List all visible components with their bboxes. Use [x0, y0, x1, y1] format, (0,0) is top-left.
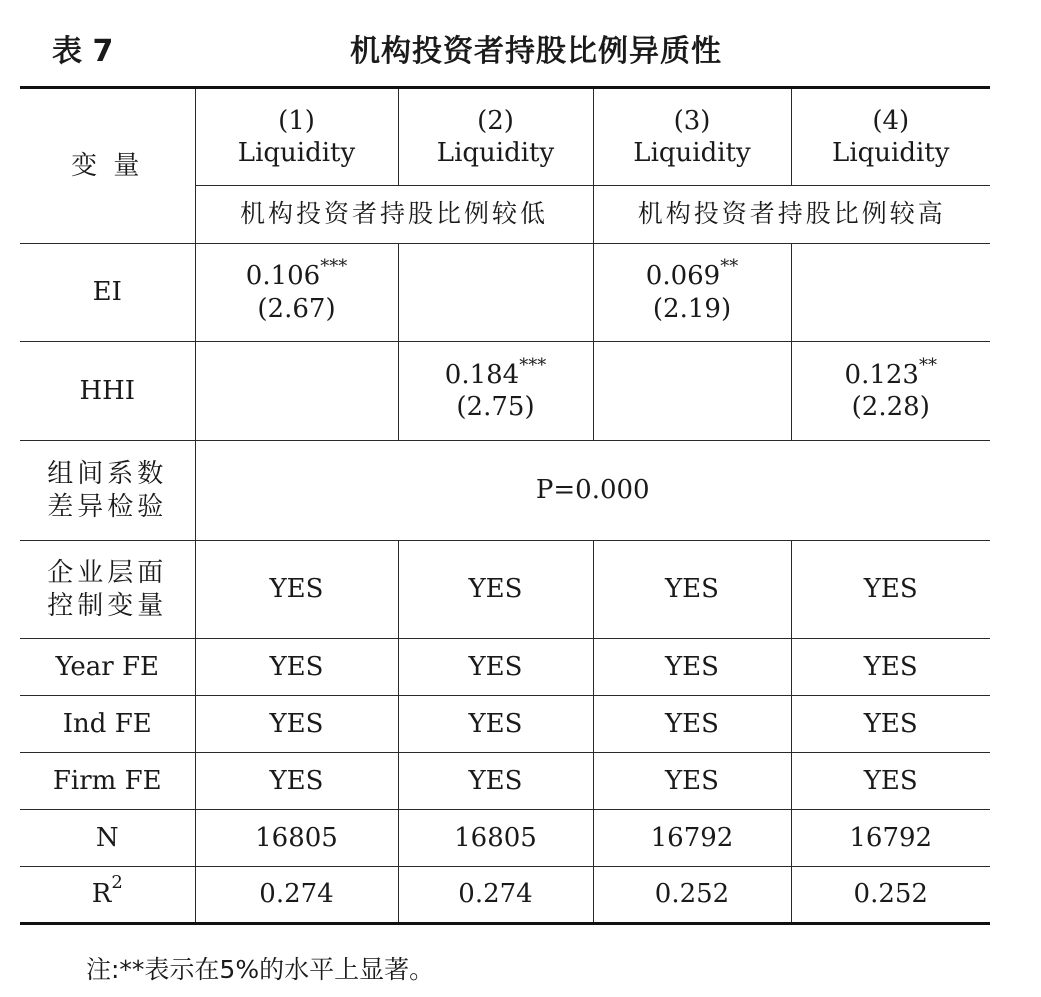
- cell-firm-fe-4: YES: [791, 753, 990, 810]
- column-header-4: (4) Liquidity: [791, 88, 990, 186]
- row-label-year-fe: Year FE: [20, 639, 195, 696]
- cell-n-2: 16805: [398, 810, 593, 867]
- cell-group-test: P=0.000: [195, 441, 990, 541]
- cell-hhi-4: 0.123** (2.28): [791, 342, 990, 441]
- table-row: [20, 342, 990, 441]
- cell-year-fe-4: YES: [791, 639, 990, 696]
- table-row: [20, 696, 990, 753]
- cell-ind-fe-2: YES: [398, 696, 593, 753]
- cell-year-fe-1: YES: [195, 639, 398, 696]
- table-row: [20, 867, 990, 924]
- cell-ei-2: [398, 244, 593, 342]
- cell-hhi-2: 0.184*** (2.75): [398, 342, 593, 441]
- cell-firm-fe-2: YES: [398, 753, 593, 810]
- row-label-firm-fe: Firm FE: [20, 753, 195, 810]
- row-label-n: N: [20, 810, 195, 867]
- cell-ind-fe-1: YES: [195, 696, 398, 753]
- row-label-ind-fe: Ind FE: [20, 696, 195, 753]
- table-row: [20, 639, 990, 696]
- cell-firm-fe-1: YES: [195, 753, 398, 810]
- row-label-hhi: HHI: [20, 342, 195, 441]
- cell-ind-fe-3: YES: [593, 696, 791, 753]
- table-row: [20, 541, 990, 639]
- cell-firm-controls-1: YES: [195, 541, 398, 639]
- column-header-3: (3) Liquidity: [593, 88, 791, 186]
- group-high-header: 机构投资者持股比例较高: [593, 186, 990, 244]
- row-label-r2: $R^2$: [20, 867, 195, 924]
- table-row: [20, 441, 990, 541]
- column-header-2: (2) Liquidity: [398, 88, 593, 186]
- cell-r2-3: 0.252: [593, 867, 791, 924]
- group-low-header: 机构投资者持股比例较低: [195, 186, 593, 244]
- cell-hhi-3: [593, 342, 791, 441]
- cell-year-fe-2: YES: [398, 639, 593, 696]
- table-row: [20, 810, 990, 867]
- cell-ind-fe-4: YES: [791, 696, 990, 753]
- cell-r2-2: 0.274: [398, 867, 593, 924]
- column-header-1: (1) Liquidity: [195, 88, 398, 186]
- row-label-group-test: 组间系数 差异检验: [20, 441, 195, 541]
- cell-year-fe-3: YES: [593, 639, 791, 696]
- variable-header: 变 量: [20, 88, 195, 244]
- cell-ei-4: [791, 244, 990, 342]
- table-row: [20, 244, 990, 342]
- cell-ei-1: 0.106*** (2.67): [195, 244, 398, 342]
- row-label-firm-controls: 企业层面 控制变量: [20, 541, 195, 639]
- cell-n-3: 16792: [593, 810, 791, 867]
- cell-r2-1: 0.274: [195, 867, 398, 924]
- cell-n-4: 16792: [791, 810, 990, 867]
- table-note: 注:**表示在5%的水平上显著。: [86, 955, 435, 984]
- cell-firm-controls-2: YES: [398, 541, 593, 639]
- cell-n-1: 16805: [195, 810, 398, 867]
- table-title: 机构投资者持股比例异质性: [350, 34, 722, 69]
- cell-firm-controls-3: YES: [593, 541, 791, 639]
- table-label: 表 7: [52, 34, 114, 69]
- cell-hhi-1: [195, 342, 398, 441]
- cell-ei-3: 0.069** (2.19): [593, 244, 791, 342]
- cell-r2-4: 0.252: [791, 867, 990, 924]
- header-row: [20, 88, 990, 186]
- table-row: [20, 753, 990, 810]
- cell-firm-controls-4: YES: [791, 541, 990, 639]
- cell-firm-fe-3: YES: [593, 753, 791, 810]
- row-label-ei: EI: [20, 244, 195, 342]
- regression-table: [20, 86, 990, 925]
